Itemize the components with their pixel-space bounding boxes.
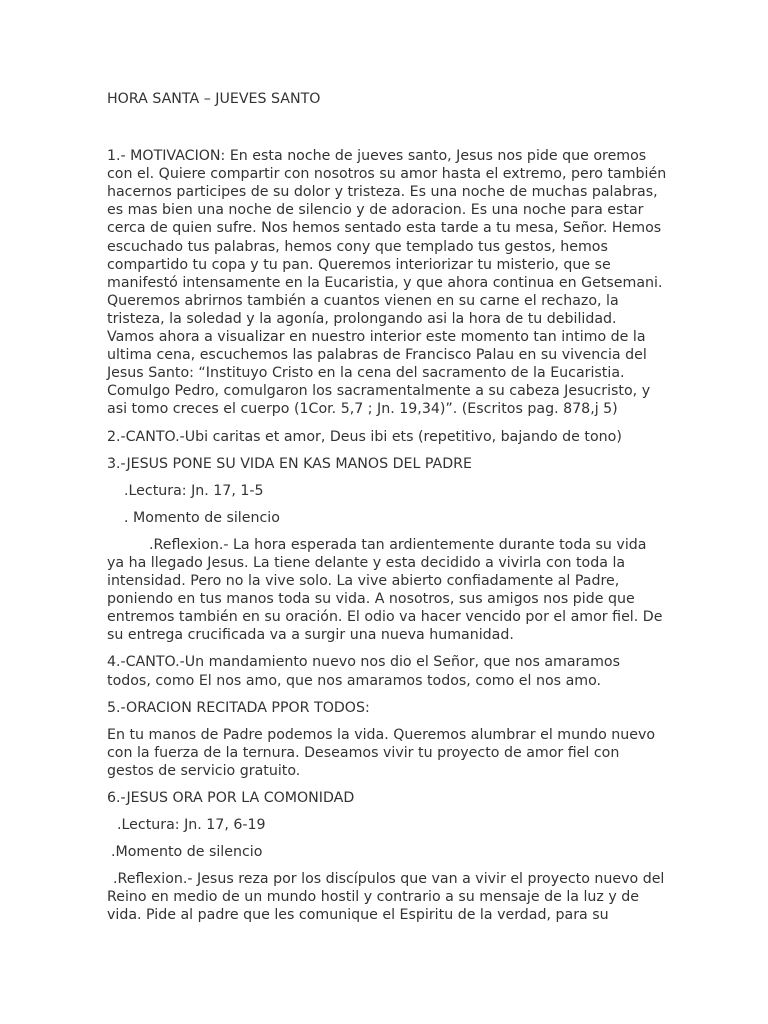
section-heading-6: 6.-JESUS ORA POR LA COMONIDAD (107, 790, 355, 806)
paragraph-motivacion: 1.- MOTIVACION: En esta noche de jueves santo, Jesus nos pide que oremos con el. Quiere compartir con nosotros su amor hasta el extremo, pero también hacernos participes de su dolor y tristeza. Es una noche de muchas palabras, es mas bien una noche de silencio y de adoracion. Es una noche para estar cerca de quien sufre. Nos hemos sentado esta tarde a tu mesa, Señor. Hemos escuchado tus palabras, hemos cony que templado tus gestos, hemos compartido tu copa y tu pan. Queremos interiorizar tu misterio, que se manifestó intensamente en la Eucaristia, y que ahora continua en Getsemani. Queremos abrirnos también a cuantos vienen en su carne el rechazo, la tristeza, la soledad y la agonía, prolongando asi la hora de tu debilidad. Vamos ahora a visualizar en nuestro interior este momento tan intimo de la ultima cena, escuchemos las palabras de Francisco Palau en su vivencia del Jesus Santo: “Instituyo Cristo en la cena del sacramento de la Eucaristia. Comulgo Pedro, comulgaron los sacramentalmente a su cabeza Jesucristo, y asi tomo creces el cuerpo (1Cor. 5,7 ; Jn. 19,34)”. (Escritos pag. 878,j 5) (107, 148, 667, 418)
paragraph-canto-2: 4.-CANTO.-Un mandamiento nuevo nos dio el Señor, que nos amaramos todos, como El nos amo, que nos amaramos todos, como el nos amo. (107, 654, 620, 689)
document-page (107, 90, 667, 934)
paragraph-canto-1: 2.-CANTO.-Ubi caritas et amor, Deus ibi ets (repetitivo, bajando de tono) (107, 428, 622, 445)
reflexion-2-text: .Reflexion.- Jesus reza por los discípulos que van a vivir el proyecto nuevo del Reino en medio de un mundo hostil y contrario a su mensaje de la luz y de vida. Pide al padre que les comunique el Espiritu de la verdad, para su (107, 871, 665, 924)
reflexion-1-text: .Reflexion.- La hora esperada tan ardientemente durante toda su vida ya ha llegado Jesus. La tiene delante y esta decidido a vivirla con toda la intensidad. Pero no la vive solo. La vive abierto confiadamente al Padre, poniendo en tus manos toda su vida. A nosotros, sus amigos nos pide que entremos también en su oración. El odio va hacer vencido por el amor fiel. De su entrega crucificada va a surgir una nueva humanidad. (107, 536, 663, 644)
momento-silencio-1: . Momento de silencio (124, 509, 280, 526)
paragraph-oracion: En tu manos de Padre podemos la vida. Queremos alumbrar el mundo nuevo con la fuerza de la ternura. Deseamos vivir tu proyecto de amor fiel con gestos de servicio gratuito. (107, 726, 656, 779)
momento-silencio-2: .Momento de silencio (111, 844, 263, 861)
section-heading-5: 5.-ORACION RECITADA PPOR TODOS: (107, 699, 370, 716)
lectura-1: .Lectura: Jn. 17, 1-5 (124, 482, 264, 499)
paragraph-reflexion-2 (107, 870, 667, 924)
section-heading-3: 3.-JESUS PONE SU VIDA EN KAS MANOS DEL PADRE (107, 455, 472, 472)
lectura-2: .Lectura: Jn. 17, 6-19 (117, 817, 266, 834)
paragraph-reflexion-1 (107, 536, 667, 645)
document-title: HORA SANTA – JUEVES SANTO (107, 91, 321, 107)
